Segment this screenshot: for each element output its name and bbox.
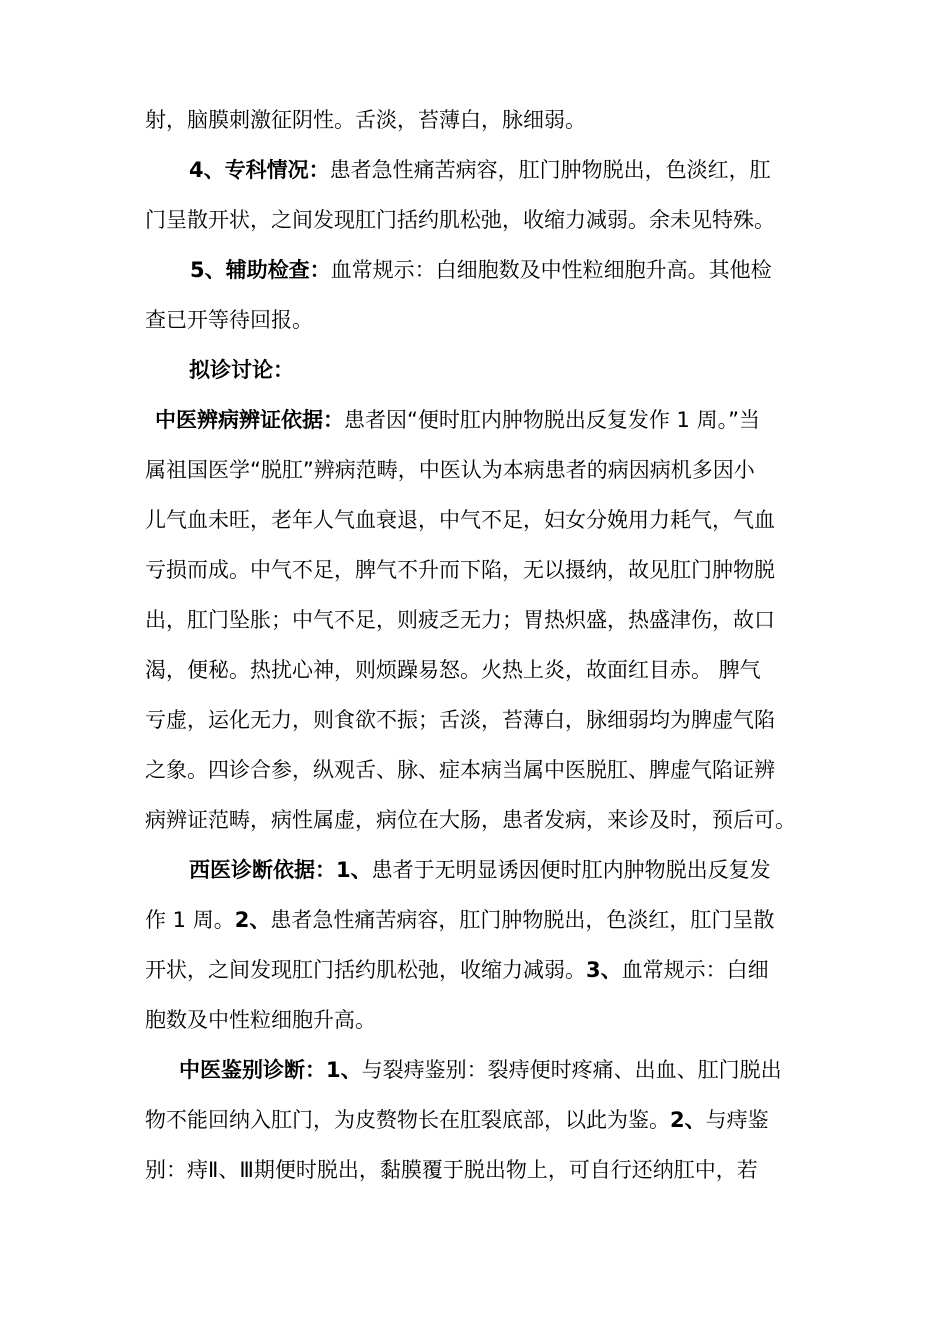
body-text: 患者急性痛苦病容，肛门肿物脱出，色淡红，肛门呈散 xyxy=(270,908,775,932)
text-line xyxy=(145,1108,810,1158)
text-line xyxy=(145,408,810,458)
body-text: 别：痔Ⅱ、Ⅲ期便时脱出，黏膜覆于脱出物上，可自行还纳肛中，若 xyxy=(145,1158,758,1182)
body-text: 开状，之间发现肛门括约肌松弛，收缩力减弱。 xyxy=(145,958,586,982)
text-line xyxy=(145,458,810,508)
section-heading: 中医鉴别诊断： xyxy=(179,1058,326,1082)
text-line xyxy=(145,908,810,958)
section-heading: 拟诊讨论： xyxy=(189,358,294,382)
body-text: 患者因“便时肛内肿物脱出反复发作 1 周。”当 xyxy=(344,408,760,432)
text-line xyxy=(145,258,810,308)
text-line xyxy=(145,358,810,408)
body-text: 作 1 周。 xyxy=(145,908,235,932)
text-line xyxy=(145,208,810,258)
text-line xyxy=(145,158,810,208)
body-text: 与痔鉴 xyxy=(705,1108,769,1132)
body-text: 与裂痔鉴别：裂痔便时疼痛、出血、肛门脱出 xyxy=(361,1058,782,1082)
text-line xyxy=(145,1008,810,1058)
body-text: 渴，便秘。热扰心神，则烦躁易怒。火热上炎，故面红目赤。 脾气 xyxy=(145,658,761,682)
body-text: 查已开等待回报。 xyxy=(145,308,313,332)
body-text: 门呈散开状，之间发现肛门括约肌松弛，收缩力减弱。余未见特殊。 xyxy=(145,208,775,232)
body-text: 胞数及中性粒细胞升高。 xyxy=(145,1008,376,1032)
body-text: 患者急性痛苦病容，肛门肿物脱出，色淡红，肛 xyxy=(329,158,771,182)
text-line xyxy=(145,608,810,658)
item-number: 2、 xyxy=(670,1108,706,1132)
text-line xyxy=(145,758,810,808)
text-line xyxy=(145,658,810,708)
item-number: 1、 xyxy=(336,858,372,882)
section-heading: 西医诊断依据： xyxy=(189,858,336,882)
text-line xyxy=(145,108,810,158)
item-number: 1、 xyxy=(326,1058,362,1082)
section-heading: 4、专科情况： xyxy=(189,158,330,182)
text-line xyxy=(145,708,810,758)
item-number: 3、 xyxy=(586,958,622,982)
body-text: 儿气血未旺，老年人气血衰退，中气不足，妇女分娩用力耗气，气血 xyxy=(145,508,775,532)
text-line xyxy=(145,558,810,608)
body-text: 属祖国医学“脱肛”辨病范畴，中医认为本病患者的病因病机多因小 xyxy=(145,458,755,482)
body-text: 出，肛门坠胀；中气不足，则疲乏无力；胃热炽盛，热盛津伤，故口 xyxy=(145,608,775,632)
body-text: 亏损而成。中气不足，脾气不升而下陷，无以摄纳，故见肛门肿物脱 xyxy=(145,558,775,582)
text-line xyxy=(145,958,810,1008)
text-line xyxy=(145,858,810,908)
text-line xyxy=(145,508,810,558)
text-line xyxy=(145,808,810,858)
item-number: 2、 xyxy=(234,908,271,932)
body-text: 射，脑膜刺激征阴性。舌淡，苔薄白，脉细弱。 xyxy=(145,108,586,132)
body-text: 患者于无明显诱因便时肛内肿物脱出反复发 xyxy=(371,858,771,882)
document-page xyxy=(145,108,810,1208)
body-text: 之象。四诊合参，纵观舌、脉、症本病当属中医脱肛、脾虚气陷证辨 xyxy=(145,758,775,782)
body-text: 病辨证范畴，病性属虚，病位在大肠，患者发病，来诊及时，预后可。 xyxy=(145,808,796,832)
body-text: 血常规示：白细 xyxy=(621,958,769,982)
text-line xyxy=(145,308,810,358)
section-heading: 5、辅助检查： xyxy=(190,258,331,282)
text-line xyxy=(145,1158,810,1208)
text-line xyxy=(145,1058,810,1108)
section-heading: 中医辨病辨证依据： xyxy=(155,408,344,432)
body-text: 物不能回纳入肛门，为皮赘物长在肛裂底部，以此为鉴。 xyxy=(145,1108,670,1132)
body-text: 亏虚，运化无力，则食欲不振；舌淡，苔薄白，脉细弱均为脾虚气陷 xyxy=(145,708,775,732)
body-text: 血常规示：白细胞数及中性粒细胞升高。其他检 xyxy=(330,258,772,282)
